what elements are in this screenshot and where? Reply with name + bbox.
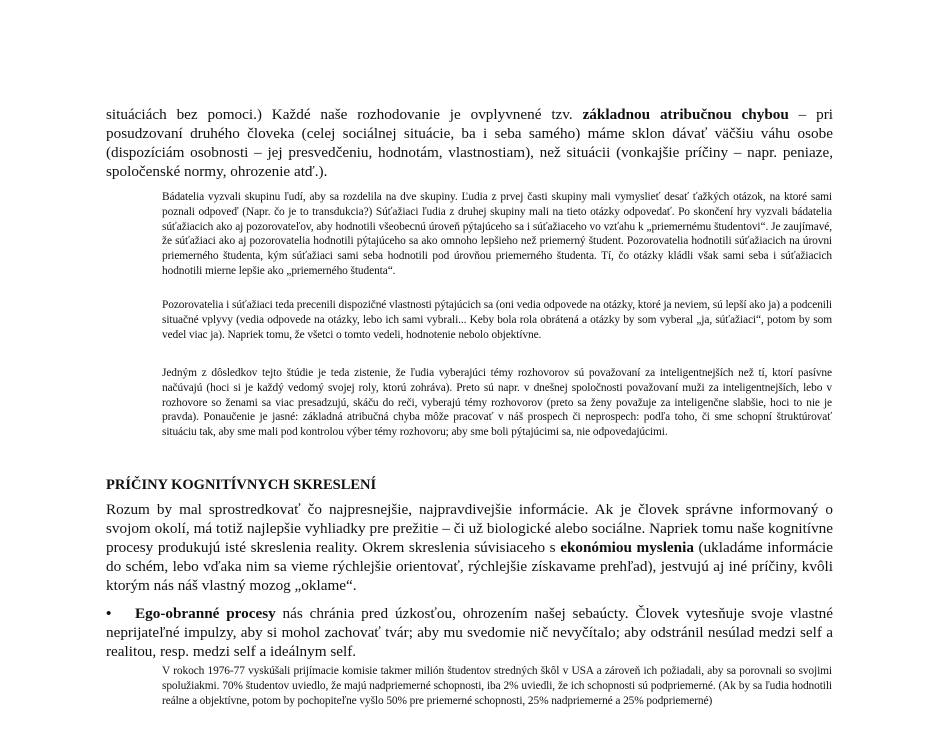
paragraph-text: Rozum by mal sprostredkovať čo najpresnejšie, najpravdivejšie informácie. Ak je človek správne informovaný o svojom okolí, má totiž najlepšie vyhliadky pre prežitie – či už biologické alebo sociálne. Napriek tomu naše kognitívne procesy produkujú isté skreslenia reality. Okrem skreslenia súvisiaceho s (106, 501, 833, 556)
bold-term: ekonómiou myslenia (560, 539, 694, 556)
bullet-ego-defense (106, 604, 833, 661)
study-box-paragraph-1: Bádatelia vyzvali skupinu ľudí, aby sa rozdelila na dve skupiny. Ľudia z prvej časti skupiny mali vymyslieť desať ťažkých otázok, na ktoré sami poznali odpoveď (Napr. čo je to transdukcia?) Súťažiaci ľudia z druhej skupiny mali na tieto otázky odpovedať. Po skončení hry vyzvali bádatelia súťažiacich ako aj pozorovateľov, aby hodnotili všeobecnú úroveň pýtajúceho sa i súťažiaceho vo vzťahu k „priemernému študentovi“. Je zaujímavé, že súťažiaci ako aj pozorovatelia hodnotili pýtajúceho sa ako omnoho lepšieho než priemerný študent. Pozorovatelia hodnotili súťažiacich na úrovni priemerného študenta, kým súťažiaci sami seba hodnotili pod úrovňou priemerného študenta. Tí, čo otázky kládli však sami seba i súťažiacich hodnotili mierne lepšie ako „priemerného študenta“. (162, 191, 832, 277)
bold-term: Ego-obranné procesy (135, 605, 276, 622)
paragraph-text: nás chránia pred úzkosťou, ohrozením našej sebaúcty. Človek vytesňuje svoje vlastné neprijateľné impulzy, aby si mohol zachovať tvár; aby mu svedomie nič nevyčítalo; aby odstránil nesúlad medzi self a realitou, resp. medzi self a ideálnym self. (106, 605, 833, 660)
study-box-paragraph-2: Pozorovatelia i súťažiaci teda precenili dispozičné vlastnosti pýtajúcich sa (oni vedia odpovede na otázky, ktoré ja neviem, sú lepší ako ja) a podcenili situačné vplyvy (vedia odpovede na otázky, lebo ich sami vybrali... Keby bola rola obrátená a otázky by som vyberal „ja, súťažiaci“, potom by som vedel viac ja). Napriek tomu, že všetci o tomto vedeli, hodnotenie nebolo objektívne. (162, 299, 832, 341)
paragraph-text: situáciách bez pomoci.) Každé naše rozhodovanie je ovplyvnené tzv. (106, 106, 583, 123)
paragraph-attribution-error (106, 105, 833, 181)
paragraph-text: (ukladáme informácie do schém, lebo vďaka nim sa vieme rýchlejšie orientovať, rýchlejšie získavame prehľad), jestvujú aj iné príčiny, kvôli ktorým nás náš vlastný mozog „oklame“. (106, 539, 834, 594)
bold-term: základnou atribučnou chybou (582, 106, 789, 123)
study-box-paragraph-3: Jedným z dôsledkov tejto štúdie je teda zistenie, že ľudia vyberajúci témy rozhovorov sú považovaní za inteligentnejších než tí, ktorí pasívne načúvajú (hoci si je každý vedomý svojej roly, ktorú zohráva). Preto sú napr. v dnešnej spoločnosti považovaní muži za inteligentnejších, lebo v rozhovore so ženami sa viac presadzujú, skáču do reči, vyberajú témy rozhovorov (preto sa ženy považuje za inteligenčne slabšie, hoci to nie je pravda). Ponaučenie je jasné: základná atribučná chyba môže pracovať v náš prospech či neprospech: podľa toho, či sme schopní štruktúrovať situáciu tak, aby sme mali pod kontrolou výber témy rozhovoru; aby sme boli pýtajúcimi sa, nie odpovedajúcimi. (162, 367, 832, 439)
paragraph-text: – pri posudzovaní druhého človeka (celej sociálnej situácie, ba i seba samého) máme sklon dávať väčšiu váhu osobe (dispozíciám osobnosti – jej presvedčeniu, hodnotám, vlastnostiam), než situácii (vonkajšie príčiny – napr. peniaze, spoločenské normy, ohrozenie atď.). (106, 106, 833, 180)
study-box-admissions: V rokoch 1976-77 vyskúšali prijímacie komisie takmer milión študentov stredných škôl v USA a zároveň ich požiadali, aby sa porovnali so svojimi spolužiakmi. 70% študentov uviedlo, že majú nadpriemerné schopnosti, iba 2% uviedli, že ich schopnosti sú podpriemerné. (Ak by sa ľudia hodnotili reálne a objektívne, potom by pochopiteľne vyšlo 50% pre priemerné schopnosti, 25% nadpriemerné a 25% podpriemerné) (162, 665, 832, 707)
paragraph-causes (106, 500, 833, 595)
section-heading: PRÍČINY KOGNITÍVNYCH SKRESLENÍ (106, 477, 377, 493)
bullet-icon: • (106, 605, 112, 622)
